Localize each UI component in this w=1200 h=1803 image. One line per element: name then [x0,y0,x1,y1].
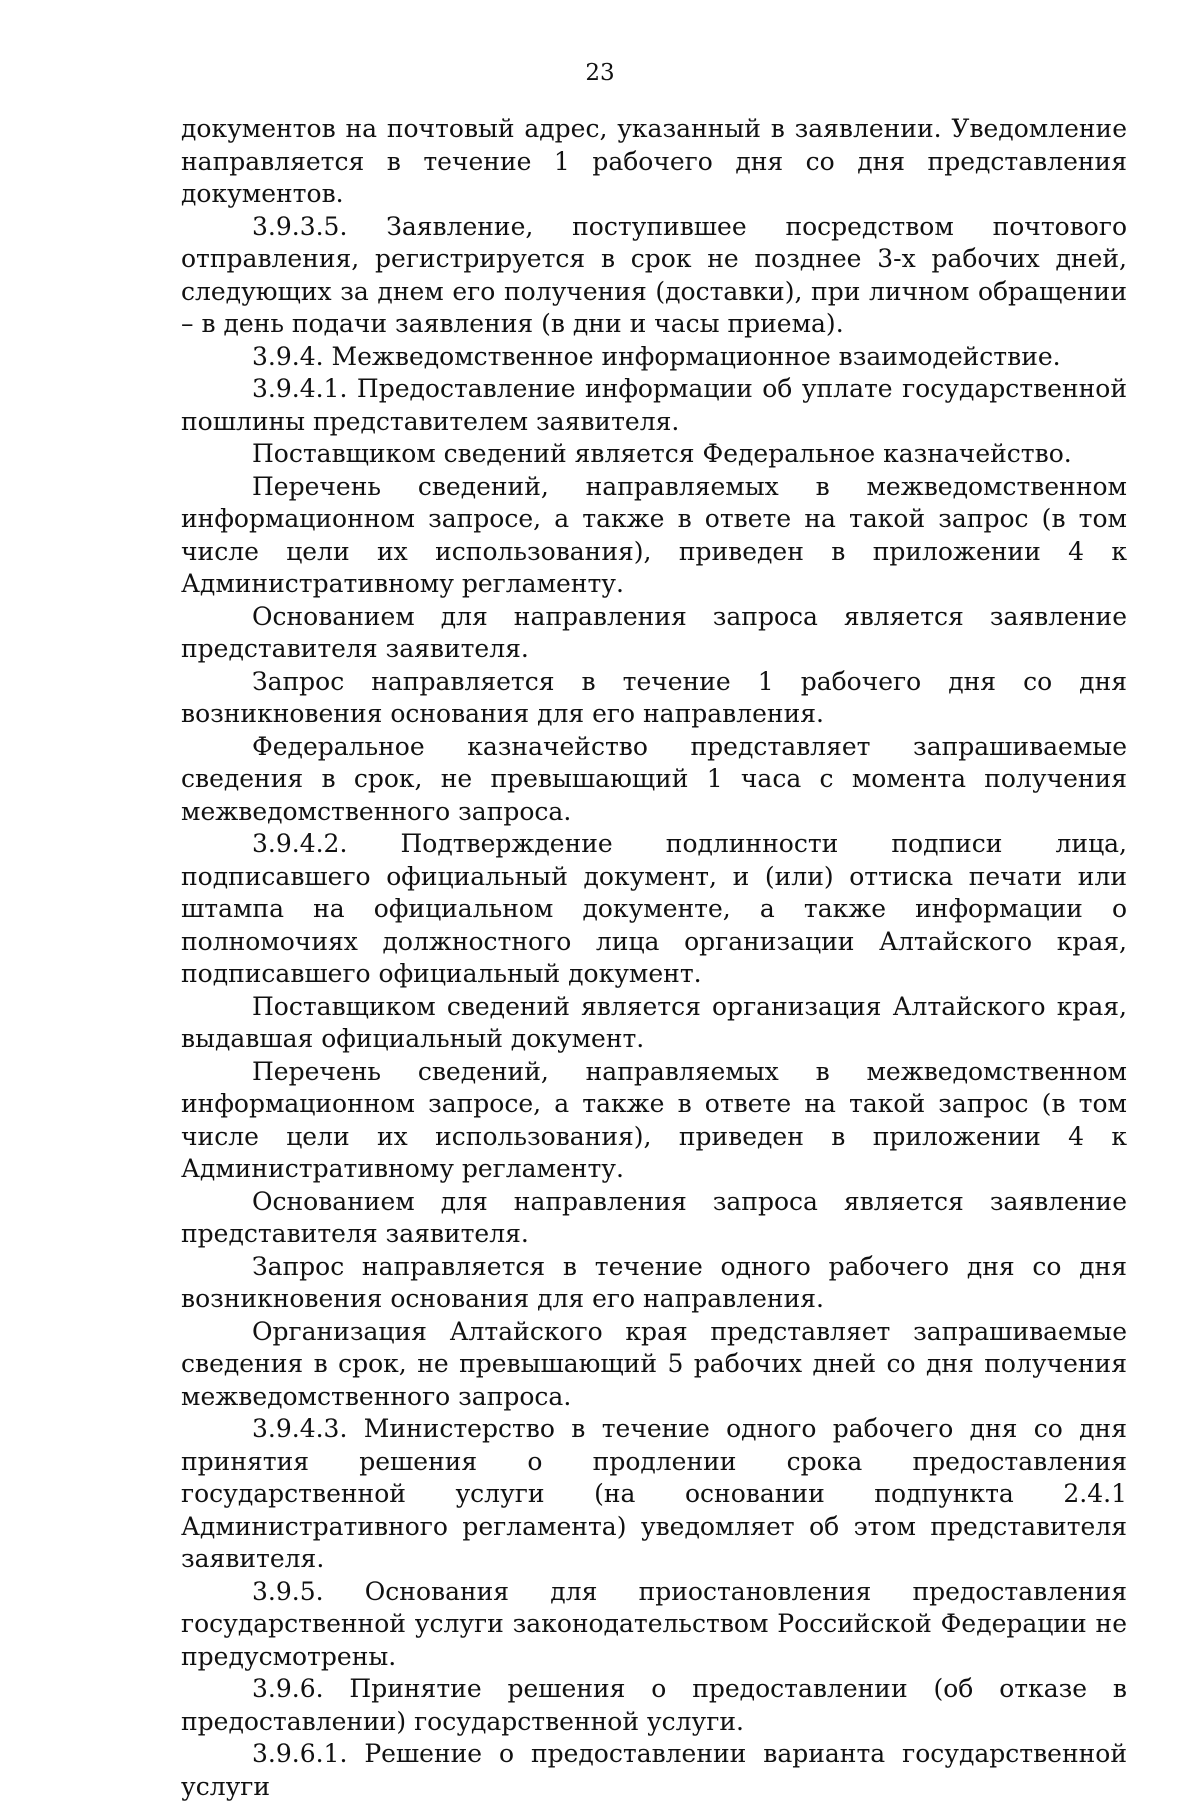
paragraph-treasury-response: Федеральное казначейство представляет запрашиваемые сведения в срок, не превышающий 1 часа с момента получения межведомственного запроса. [181,731,1127,826]
paragraph-supplier-organization: Поставщиком сведений является организация Алтайского края, выдавшая официальный документ. [181,991,1127,1053]
paragraph-3-9-5: 3.9.5. Основания для приостановления предоставления государственной услуги законодательством Российской Федерации не предусмотрены. [181,1576,1127,1671]
paragraph-info-list-2: Перечень сведений, направляемых в межведомственном информационном запросе, а также в ответе на такой запрос (в том числе цели их использования), приведен в приложении 4 к Административному регламенту. [181,1056,1127,1183]
paragraph-grounds-2: Основанием для направления запроса является заявление представителя заявителя. [181,1186,1127,1248]
paragraph-grounds-1: Основанием для направления запроса является заявление представителя заявителя. [181,601,1127,663]
paragraph-organization-response: Организация Алтайского края представляет запрашиваемые сведения в срок, не превышающий 5 рабочих дней со дня получения межведомственного запроса. [181,1316,1127,1411]
heading-3-9-4: 3.9.4. Межведомственное информационное взаимодействие. [252,341,1061,371]
paragraph-3-9-3-5: 3.9.3.5. Заявление, поступившее посредством почтового отправления, регистрируется в срок не позднее 3-х рабочих дней, следующих за днем его получения (доставки), при личном обращении – в день подачи заявления (в дни и часы приема). [181,211,1127,338]
paragraph-continuation: документов на почтовый адрес, указанный в заявлении. Уведомление направляется в течение 1 рабочего дня со дня представления документов. [181,114,1127,208]
page-number: 23 [585,60,615,86]
paragraph-supplier-treasury: Поставщиком сведений является Федеральное казначейство. [252,439,1072,468]
paragraph-3-9-6: 3.9.6. Принятие решения о предоставлении (об отказе в предоставлении) государственной услуги. [181,1674,1127,1736]
paragraph-request-timing-1: Запрос направляется в течение 1 рабочего дня со дня возникновения основания для его направления. [181,666,1127,728]
paragraph-3-9-4-1: 3.9.4.1. Предоставление информации об уплате государственной пошлины представителем заявителя. [181,374,1127,436]
document-body [181,113,1127,1803]
paragraph-request-timing-2: Запрос направляется в течение одного рабочего дня со дня возникновения основания для его направления. [181,1251,1127,1313]
paragraph-3-9-6-1: 3.9.6.1. Решение о предоставлении варианта государственной услуги [181,1739,1127,1801]
paragraph-3-9-4-3: 3.9.4.3. Министерство в течение одного рабочего дня со дня принятия решения о продлении срока предоставления государственной услуги (на основании подпункта 2.4.1 Административного регламента) уведомляет об этом представителя заявителя. [181,1414,1127,1573]
paragraph-info-list-1: Перечень сведений, направляемых в межведомственном информационном запросе, а также в ответе на такой запрос (в том числе цели их использования), приведен в приложении 4 к Административному регламенту. [181,471,1127,598]
paragraph-3-9-4-2: 3.9.4.2. Подтверждение подлинности подписи лица, подписавшего официальный документ, и (или) оттиска печати или штампа на официальном документе, а также информации о полномочиях должностного лица организации Алтайского края, подписавшего официальный документ. [181,829,1127,988]
